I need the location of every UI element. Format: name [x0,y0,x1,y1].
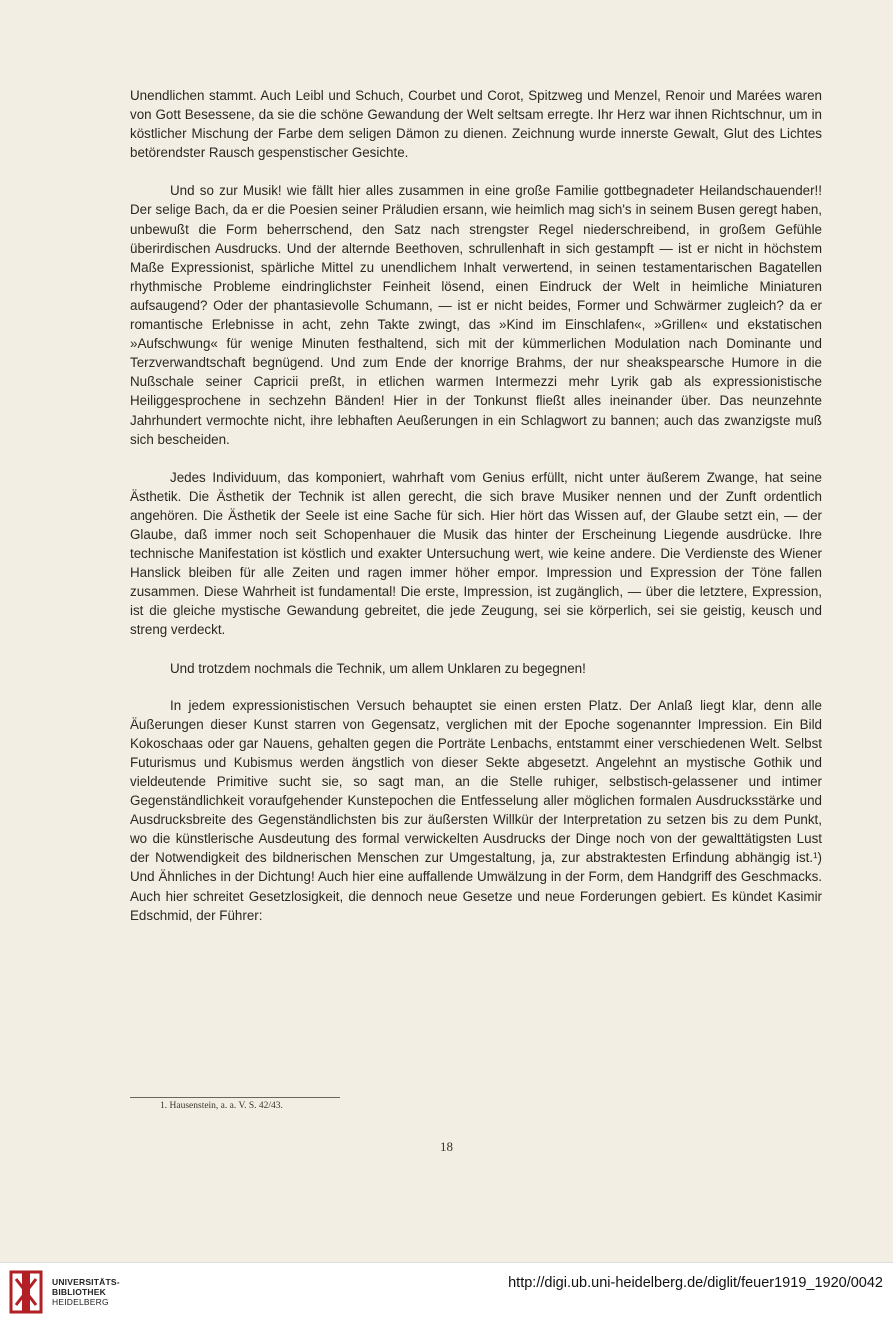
paragraph: In jedem expressionistischen Versuch behauptet sie einen ersten Platz. Der Anlaß liegt klar, denn alle Äußerungen dieser Kunst starren von Gegensatz, verglichen mit der Epoche sogenannter Impression. Ein Bild Kokoschaas oder gar Nauens, gehalten gegen die Porträte Lenbachs, entstammt einer verschiedenen Welt. Selbst Futurismus und Kubismus werden ängstlich von dieser Sekte abgesetzt. Angelehnt an mystische Gothik und vieldeutende Primitive sucht sie, so sagt man, an die Stelle ruhiger, selbstisch-gelassener und intimer Gegenständlichkeit voraufgehender Kunstepochen die Entfesselung aller möglichen formalen Ausdrucksstärke und Ausdrucksbreite des Gegenständlichsten bis zur äußersten Willkür der Interpretation zu setzen bis zu dem Punkt, wo die künstlerische Ausdeutung des formal verwickelten Ausdrucks der Dinge noch von der gewalttätigsten Lust der Notwendigkeit des bildnerischen Menschen zur Umgestaltung, ja, zur abstraktesten Erfindung abhängig ist.¹) Und Ähnliches in der Dichtung! Auch hier eine auffallende Umwälzung in der Form, dem Handgriff des Geschmacks. Auch hier schreitet Gesetzlosigkeit, die dennoch neue Gesetze und neue Forderungen gebiert. Es kündet Kasimir Edschmid, der Führer: [130,697,822,923]
paragraph: Unendlichen stammt. Auch Leibl und Schuch, Courbet und Corot, Spitzweg und Menzel, Renoir und Marées waren von Gott Besessene, da sie die schöne Gewandung der Welt seltsam erregte. Ihr Herz war ihnen Richtschnur, um in köstlicher Mischung der Farbe dem seligen Dämon zu dienen. Zeichnung wurde innerste Gewalt, Glut des Lichtes betörendster Rausch gespenstischer Gesichte. [130,88,822,161]
page-number: 18 [440,1139,453,1154]
institution-line: UNIVERSITÄTS- [52,1277,120,1287]
paragraph: Und trotzdem nochmals die Technik, um allem Unklaren zu begegnen! [170,660,586,676]
footnote-divider [130,1097,340,1098]
body-text [130,86,822,944]
source-url-link[interactable]: http://digi.ub.uni-heidelberg.de/diglit/feuer1919_1920/0042 [508,1275,883,1291]
footnote: 1. Hausenstein, a. a. V. S. 42/43. [160,1101,283,1111]
institution-line: HEIDELBERG [52,1297,109,1307]
institution-line: BIBLIOTHEK [52,1287,106,1297]
paragraph: Jedes Individuum, das komponiert, wahrhaft vom Genius erfüllt, nicht unter äußerem Zwange, hat seine Ästhetik. Die Ästhetik der Technik ist allen gerecht, die sich brave Musiker nennen und der Zunft ordentlich angehören. Die Ästhetik der Seele ist eine Sache für sich. Hier hört das Wissen auf, der Glaube setzt ein, — der Glaube, daß immer noch seit Schopenhauer die Musik das hinter der Erscheinung Liegende ausdrücke. Ihre technische Manifestation ist köstlich und exakter Untersuchung wert, wie keine andere. Die Verdienste des Wiener Hanslick bleiben für alle Zeiten und ragen immer höher empor. Impression und Expression der Töne fallen zusammen. Diese Wahrheit ist fundamental! Die erste, Impression, ist zugänglich, — über die letztere, Expression, ist die gleiche mystische Gewandung gebreitet, die jede Zeugung, sei sie körperlich, sei sie geistig, keusch und streng verdeckt. [130,469,822,638]
footer-bar [0,1262,893,1323]
paragraph: Und so zur Musik! wie fällt hier alles zusammen in eine große Familie gottbegnadeter Heilandschauender!! Der selige Bach, da er die Poesien seiner Präludien ersann, wie heimlich mag sich's in seinem Busen geregt haben, unbewußt die Form beherrschend, den Satz nach strengster Regel niederschreibend, in großem Gefühle überirdischen Ausdrucks. Und der alternde Beethoven, schrullenhaft in sich gestampft — ist er nicht in höchstem Maße Expressionist, spärliche Mittel zu unendlichem Inhalt verwertend, in seinen testamentarischen Bagatellen rhythmische Probleme eindringlichster Feinheit lösend, einen Eindruck der Welt in heimliche Miniaturen aufsaugend? Oder der phantasievolle Schumann, — ist er nicht beides, Former und Schwärmer zugleich? da er romantische Erlebnisse in acht, zehn Takte zwingt, das »Kind im Einschlafen«, »Grillen« und ekstatischen »Aufschwung« für wenige Minuten festhaltend, sich mit der kümmerlichen Modulation nach Dominante und Terzverwandtschaft begnügend. Und zum Ende der knorrige Brahms, der nur sheakspearsche Humore in die Nußschale seiner Capricii preßt, in etlichen warmen Intermezzi mehr Lyrik gab als expressionistische Heiliggesprochene in sechzehn Bänden! Hier in der Tonkunst fließt alles ineinander über. Das neunzehnte Jahrhundert vermochte nicht, ihre lebhaften Aeußerungen in ein Schlagwort zu bannen; auch das zwanzigste muß sich bescheiden. [130,183,822,447]
heidelberg-library-logo-icon [8,1269,44,1315]
institution-name [52,1277,120,1307]
